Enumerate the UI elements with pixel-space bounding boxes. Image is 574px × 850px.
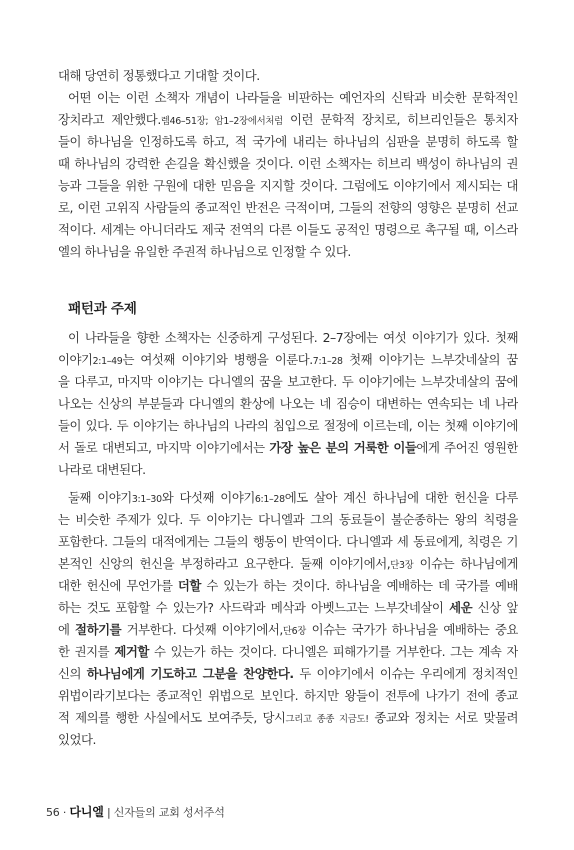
scripture-reference: 7:1–28 <box>312 356 343 367</box>
body-text-line: 에 절하기를 거부한다. 다섯째 이야기에서,단6장 이슈는 국가가 하나님을 예배하는 중요 <box>58 622 518 637</box>
body-text-line: 서 돌로 대변되고, 마지막 이야기에서는 가장 높은 분의 거룩한 이들에게 주어진 영원한 <box>58 440 518 455</box>
scripture-reference: 2:1–49 <box>92 356 123 367</box>
body-text-line: 있었다. <box>58 732 97 747</box>
emphasis-text: 더할 <box>177 578 201 593</box>
scripture-reference: 단3장 <box>390 560 414 571</box>
body-text-line: 엘의 하나님을 유일한 주권적 하나님으로 인정할 수 있다. <box>58 244 351 259</box>
body-text-line: 대한 헌신에 무언가를 더할 수 있는가 하는 것이다. 하나님을 예배하는 데 국가를 예배 <box>58 578 518 593</box>
body-text-line: 적 제의를 행한 사실에서도 보여주듯, 당시그리고 종종 지금도! 종교와 정치는 서로 맞물려 <box>58 710 518 725</box>
book-title: 다니엘 <box>69 805 104 819</box>
page-number: 56 <box>46 806 60 819</box>
body-text-line: 나라로 대변된다. <box>58 462 146 477</box>
page-footer <box>46 803 225 820</box>
body-text-line: 을 다루고, 마지막 이야기는 다니엘의 꿈을 보고한다. 두 이야기에는 느부갓네살의 꿈에 <box>58 374 518 389</box>
body-text-line: 장치라고 제안했다.렘46–51장; 암1–2장에서처럼 이런 문학적 장치로, 히브리인들은 통치자 <box>58 112 518 127</box>
body-text-line: 본적인 신앙의 헌신을 부정하라고 요구한다. 둘째 이야기에서,단3장 이슈는 하나님에게 <box>58 556 518 571</box>
series-title: 신자들의 교회 성서주석 <box>113 806 225 819</box>
emphasis-text: 제거할 <box>114 644 149 659</box>
body-text-line: 위법이라기보다는 종교적인 위법으로 보인다. 하지만 왕들이 전투에 나가기 전에 종교 <box>58 688 518 703</box>
scripture-reference: 단6장 <box>282 626 307 637</box>
body-text-line: 로, 이런 고위직 사람들의 종교적인 반전은 극적이며, 그들의 전향의 영향은 분명히 선교 <box>58 200 518 215</box>
parenthetical-note: 그리고 종종 지금도! <box>285 714 369 725</box>
body-text-line: 대해 당연히 정통했다고 기대할 것이다. <box>58 68 260 83</box>
scripture-reference: 3:1–30 <box>131 494 162 505</box>
scripture-reference: 렘46–51장; 암1–2장에서처럼 <box>160 116 283 127</box>
emphasis-text: 세운 <box>449 600 473 615</box>
body-text-line: 능과 그들을 위한 구원에 대한 믿음을 지지할 것이다. 그럼에도 이야기에서 제시되는 대 <box>58 178 518 193</box>
body-text-line: 이 나라들을 향한 소책자는 신중하게 구성된다. 2–7장에는 여섯 이야기가 있다. 첫째 <box>68 330 518 345</box>
emphasis-text: 절하기를 <box>75 622 122 637</box>
body-text-line: 들이 하나님을 인정하도록 하고, 적 국가에 내리는 하나님의 심판을 분명히 하도록 할 <box>58 134 518 149</box>
scripture-reference: 6:1–28 <box>254 494 285 505</box>
body-text-line: 나오는 신상의 부분들과 다니엘의 환상에 나오는 네 짐승이 대변하는 연속되는 네 나라 <box>58 396 518 411</box>
body-text-line: 때 하나님의 강력한 손길을 확신했을 것이다. 이런 소책자는 히브리 백성이 하나님의 권 <box>58 156 518 171</box>
footer-separator: · <box>62 806 67 819</box>
body-text-line: 는 비슷한 주제가 있다. 두 이야기는 다니엘과 그의 동료들이 불순종하는 왕의 칙령을 <box>58 512 518 527</box>
body-text-line: 이야기2:1–49는 여섯째 이야기와 병행을 이룬다.7:1–28 첫째 이야기는 느부갓네살의 꿈 <box>58 352 518 367</box>
body-text-line: 어떤 이는 이런 소책자 개념이 나라들을 비판하는 예언자의 신탁과 비슷한 문학적인 <box>68 90 518 105</box>
body-text-line: 적이다. 세계는 아니더라도 제국 전역의 다른 이들도 공적인 명령으로 촉구될 때, 이스라 <box>58 222 518 237</box>
body-text-line: 둘째 이야기3:1–30와 다섯째 이야기6:1–28에도 살아 계신 하나님에 대한 헌신을 다루 <box>68 490 518 505</box>
body-text-line: 한 권지를 제거할 수 있는가 하는 것이다. 다니엘은 피해가기를 거부한다. 그는 계속 자 <box>58 644 518 659</box>
section-heading: 패턴과 주제 <box>68 301 137 317</box>
body-text-line: 포함한다. 그들의 대적에게는 그들의 행동이 반역이다. 다니엘과 세 동료에게, 칙령은 기 <box>58 534 518 549</box>
footer-divider: | <box>106 806 111 819</box>
body-text-line: 하는 것도 포함할 수 있는가? 사드락과 메삭과 아벳느고는 느부갓네살이 세운 신상 앞 <box>58 600 518 615</box>
emphasis-text: 하나님에게 기도하고 그분을 찬양한다. <box>86 666 294 681</box>
emphasis-text: 가장 높은 분의 거룩한 이들 <box>269 440 417 455</box>
body-text-line: 들이 있다. 두 이야기는 하나님의 나라의 침입으로 절정에 이르는데, 이는 첫째 이야기에 <box>58 418 518 433</box>
body-text-line: 신의 하나님에게 기도하고 그분을 찬양한다. 두 이야기에서 이슈는 우리에게 정치적인 <box>58 666 518 681</box>
